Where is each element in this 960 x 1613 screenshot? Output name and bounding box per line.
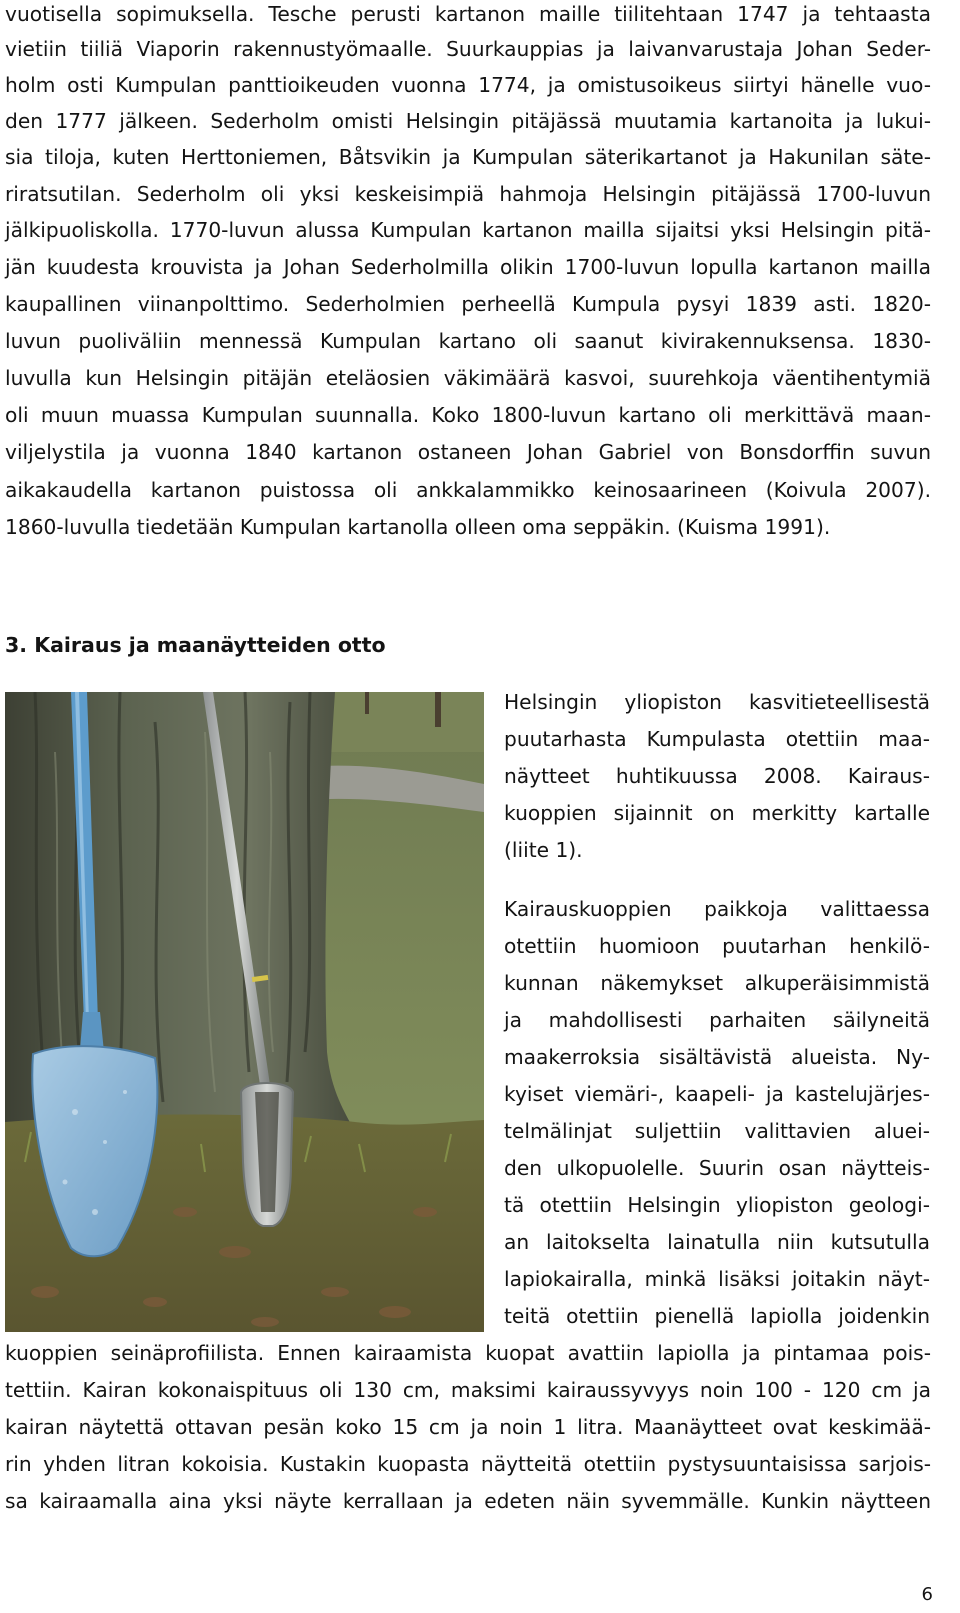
paragraph-line: tä otettiin Helsingin yliopiston geologi- xyxy=(504,1193,930,1217)
paragraph-line: (liite 1). xyxy=(504,838,583,862)
paragraph-line: sia tiloja, kuten Herttoniemen, Båtsvikin ja Kumpulan säterikartanot ja Hakunilan säte- xyxy=(5,145,931,169)
paragraph-line: holm osti Kumpulan panttioikeuden vuonna 1774, ja omistusoikeus siirtyi hänelle vuo- xyxy=(5,73,931,97)
page-number: 6 xyxy=(921,1584,933,1605)
paragraph-line: vietiin tiiliä Viaporin rakennustyömaalle. Suurkauppias ja laivanvarustaja Johan Seder- xyxy=(5,37,931,61)
paragraph-line: kaupallinen viinanpolttimo. Sederholmien perheellä Kumpula pysyi 1839 asti. 1820- xyxy=(5,292,931,316)
paragraph-line: luvulla kun Helsingin pitäjän eteläosien väkimäärä kasvoi, suurehkoja väentihentymiä xyxy=(5,366,931,390)
paragraph-line: jälkipuoliskolla. 1770-luvun alussa Kumpulan kartanon mailla sijaitsi yksi Helsingin pitä- xyxy=(5,218,931,242)
paragraph-line: kairan näytettä ottavan pesän koko 15 cm ja noin 1 litra. Maanäytteet ovat keskimää- xyxy=(5,1415,931,1439)
paragraph-line: oli muun muassa Kumpulan suunnalla. Koko 1800-luvun kartano oli merkittävä maan- xyxy=(5,403,931,427)
paragraph-line: Kairauskuoppien paikkoja valittaessa xyxy=(504,897,930,921)
paragraph-line: kyiset viemäri-, kaapeli- ja kastelujärjes- xyxy=(504,1082,930,1106)
paragraph-line: Helsingin yliopiston kasvitieteellisestä xyxy=(504,690,930,714)
paragraph-line: kuoppien sijainnit on merkitty kartalle xyxy=(504,801,930,825)
paragraph-line: vuotisella sopimuksella. Tesche perusti kartanon maille tiilitehtaan 1747 ja tehtaasta xyxy=(5,2,931,26)
paragraph-line: teitä otettiin pienellä lapiolla joidenkin xyxy=(504,1304,930,1328)
paragraph-line: telmälinjat suljettiin valittavien aluei- xyxy=(504,1119,930,1143)
paragraph-line: den 1777 jälkeen. Sederholm omisti Helsingin pitäjässä muutamia kartanoita ja lukui- xyxy=(5,109,931,133)
paragraph-line: aikakaudella kartanon puistossa oli ankkalammikko keinosaarineen (Koivula 2007). xyxy=(5,478,931,502)
paragraph-line: ja mahdollisesti parhaiten säilyneitä xyxy=(504,1008,930,1032)
paragraph-line: kuoppien seinäprofiilista. Ennen kairaamista kuopat avattiin lapiolla ja pintamaa pois- xyxy=(5,1341,931,1365)
paragraph-line: den ulkopuolelle. Suurin osan näytteis- xyxy=(504,1156,930,1180)
paragraph-line: lapiokairalla, minkä lisäksi joitakin näyt- xyxy=(504,1267,930,1291)
paragraph-line: puutarhasta Kumpulasta otettiin maa- xyxy=(504,727,930,751)
paragraph-line: otettiin huomioon puutarhan henkilö- xyxy=(504,934,930,958)
section-heading: 3. Kairaus ja maanäytteiden otto xyxy=(5,633,386,657)
paragraph-line: jän kuudesta krouvista ja Johan Sederholmilla olikin 1700-luvun lopulla kartanon mailla xyxy=(5,255,931,279)
paragraph-line: viljelystila ja vuonna 1840 kartanon ostaneen Johan Gabriel von Bonsdorffin suvun xyxy=(5,440,931,464)
paragraph-line: maakerroksia sisältävistä alueista. Ny- xyxy=(504,1045,930,1069)
paragraph-line: an laitokselta lainatulla niin kutsutulla xyxy=(504,1230,930,1254)
paragraph-line: rin yhden litran kokoisia. Kustakin kuopasta näytteitä otettiin pystysuuntaisissa sarjois- xyxy=(5,1452,931,1476)
paragraph-line: luvun puoliväliin mennessä Kumpulan kartano oli saanut kivirakennuksensa. 1830- xyxy=(5,329,931,353)
photo-shovel-and-auger xyxy=(5,692,484,1332)
paragraph-line: 1860-luvulla tiedetään Kumpulan kartanolla olleen oma seppäkin. (Kuisma 1991). xyxy=(5,515,831,539)
paragraph-line: riratsutilan. Sederholm oli yksi keskeisimpiä hahmoja Helsingin pitäjässä 1700-luvun xyxy=(5,182,931,206)
paragraph-line: tettiin. Kairan kokonaispituus oli 130 cm, maksimi kairaussyvyys noin 100 - 120 cm ja xyxy=(5,1378,931,1402)
paragraph-line: näytteet huhtikuussa 2008. Kairaus- xyxy=(504,764,930,788)
paragraph-line: sa kairaamalla aina yksi näyte kerrallaan ja edeten näin syvemmälle. Kunkin näytteen xyxy=(5,1489,931,1513)
paragraph-line: kunnan näkemykset alkuperäisimmistä xyxy=(504,971,930,995)
